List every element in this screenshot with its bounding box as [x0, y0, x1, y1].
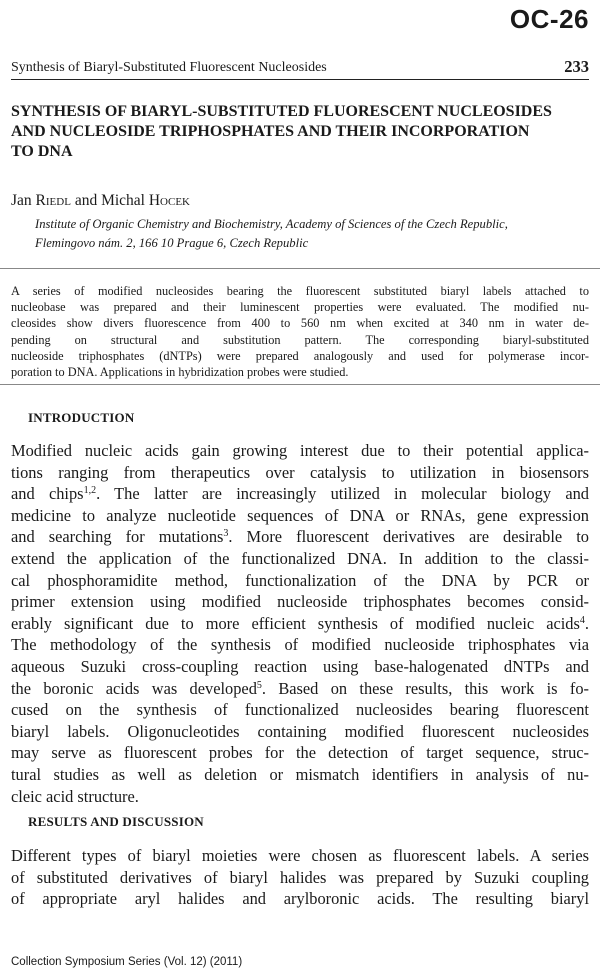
intro-line: The methodology of the synthesis of modified nucleoside triphosphates via [11, 635, 589, 655]
intro-line: aqueous Suzuki cross-coupling reaction using base-halogenated dNTPs and [11, 656, 589, 676]
citation-ref: 5 [256, 679, 262, 691]
intro-line: tions ranging from therapeutics over catalysis to utilization in biosensors [11, 462, 589, 482]
intro-line: and searching for mutations$^3$. More fluorescent derivatives are desirable to [11, 527, 589, 547]
results-line: Different types of biaryl moieties were chosen as fluorescent labels. A series [11, 846, 589, 865]
author-1-first: Jan [11, 192, 32, 209]
intro-line: primer extension using modified nucleoside triphosphates becomes consid- [11, 592, 589, 612]
page-number: 233 [564, 57, 589, 76]
title-line: AND NUCLEOSIDE TRIPHOSPHATES AND THEIR INCORPORATION [11, 123, 530, 140]
footer-citation: Collection Symposium Series (Vol. 12) (2011) [11, 956, 243, 968]
author-1-last: Riedl [35, 192, 71, 209]
affiliation-line: Institute of Organic Chemistry and Biochemistry, Academy of Sciences of the Czech Republic, [35, 217, 508, 231]
abstract [0, 268, 600, 385]
intro-line: medicine to analyze nucleotide sequences of DNA or RNAs, gene expression [11, 505, 589, 525]
results-heading: RESULTS AND DISCUSSION [28, 814, 204, 829]
intro-line: may serve as fluorescent probes for the detection of target sequence, struc- [11, 743, 589, 763]
affiliation [35, 215, 595, 253]
introduction-heading: INTRODUCTION [28, 410, 135, 425]
author-2-last: Hocek [148, 192, 190, 209]
authors [11, 192, 190, 210]
abstract-line: nucleoside triphosphates (dNTPs) were prepared analogously and used for polymerase incor- [11, 348, 589, 363]
citation-ref: 1,2 [83, 485, 97, 497]
citation-ref: 4 [579, 614, 585, 626]
abstract-line: cleosides show divers fluorescence from 400 to 560 nm when excited at 340 nm in water de- [11, 316, 589, 331]
intro-line: biaryl labels. Oligonucleotides containing modified fluorescent nucleosides [11, 721, 589, 741]
author-conjunction: and [74, 192, 98, 209]
title-line: TO DNA [11, 143, 73, 160]
intro-line: cleic acid structure. [11, 786, 139, 806]
results-line: of appropriate aryl halides and arylboronic acids. The resulting biaryl [11, 889, 589, 909]
affiliation-line: Flemingovo nám. 2, 166 10 Prague 6, Czech Republic [35, 236, 309, 250]
title-line: SYNTHESIS OF BIARYL-SUBSTITUTED FLUORESCENT NUCLEOSIDES [11, 103, 552, 120]
introduction-body [11, 440, 589, 807]
intro-line: erably significant due to more efficient synthesis of modified nucleic acids$^4$. [11, 613, 589, 633]
paper-tag: OC-26 [509, 4, 589, 34]
article-title [11, 102, 591, 162]
author-2-first: Michal [101, 192, 145, 209]
running-head [11, 57, 589, 80]
abstract-line: poration to DNA. Applications in hybridization probes were studied. [11, 365, 349, 380]
running-title: Synthesis of Biaryl-Substituted Fluorescent Nucleosides [11, 60, 327, 75]
results-line: of substituted derivatives of biaryl halides was prepared by Suzuki coupling [11, 867, 589, 887]
intro-line: extend the application of the functionalized DNA. In addition to the classi- [11, 548, 589, 568]
intro-line: cused on the synthesis of functionalized nucleosides bearing fluorescent [11, 700, 589, 720]
abstract-line: A series of modified nucleosides bearing the fluorescent substituted biaryl labels attached to [11, 284, 589, 298]
citation-ref: 3 [223, 528, 229, 540]
intro-line: Modified nucleic acids gain growing interest due to their potential applica- [11, 441, 589, 460]
abstract-line: nucleobase was prepared and their luminescent properties were evaluated. The modified nu- [11, 300, 589, 315]
intro-line: tural studies as well as deletion or mismatch identifiers in analysis of nu- [11, 764, 589, 784]
intro-line: and chips$^{1,2}$. The latter are increasingly utilized in molecular biology and [11, 484, 589, 504]
abstract-line: pending on structural and substitution pattern. The corresponding biaryl-substituted [11, 332, 589, 347]
intro-line: the boronic acids was developed$^5$. Based on these results, this work is fo- [11, 678, 589, 698]
results-body [11, 845, 589, 910]
intro-line: cal phosphoramidite method, functionalization of the DNA by PCR or [11, 570, 589, 590]
